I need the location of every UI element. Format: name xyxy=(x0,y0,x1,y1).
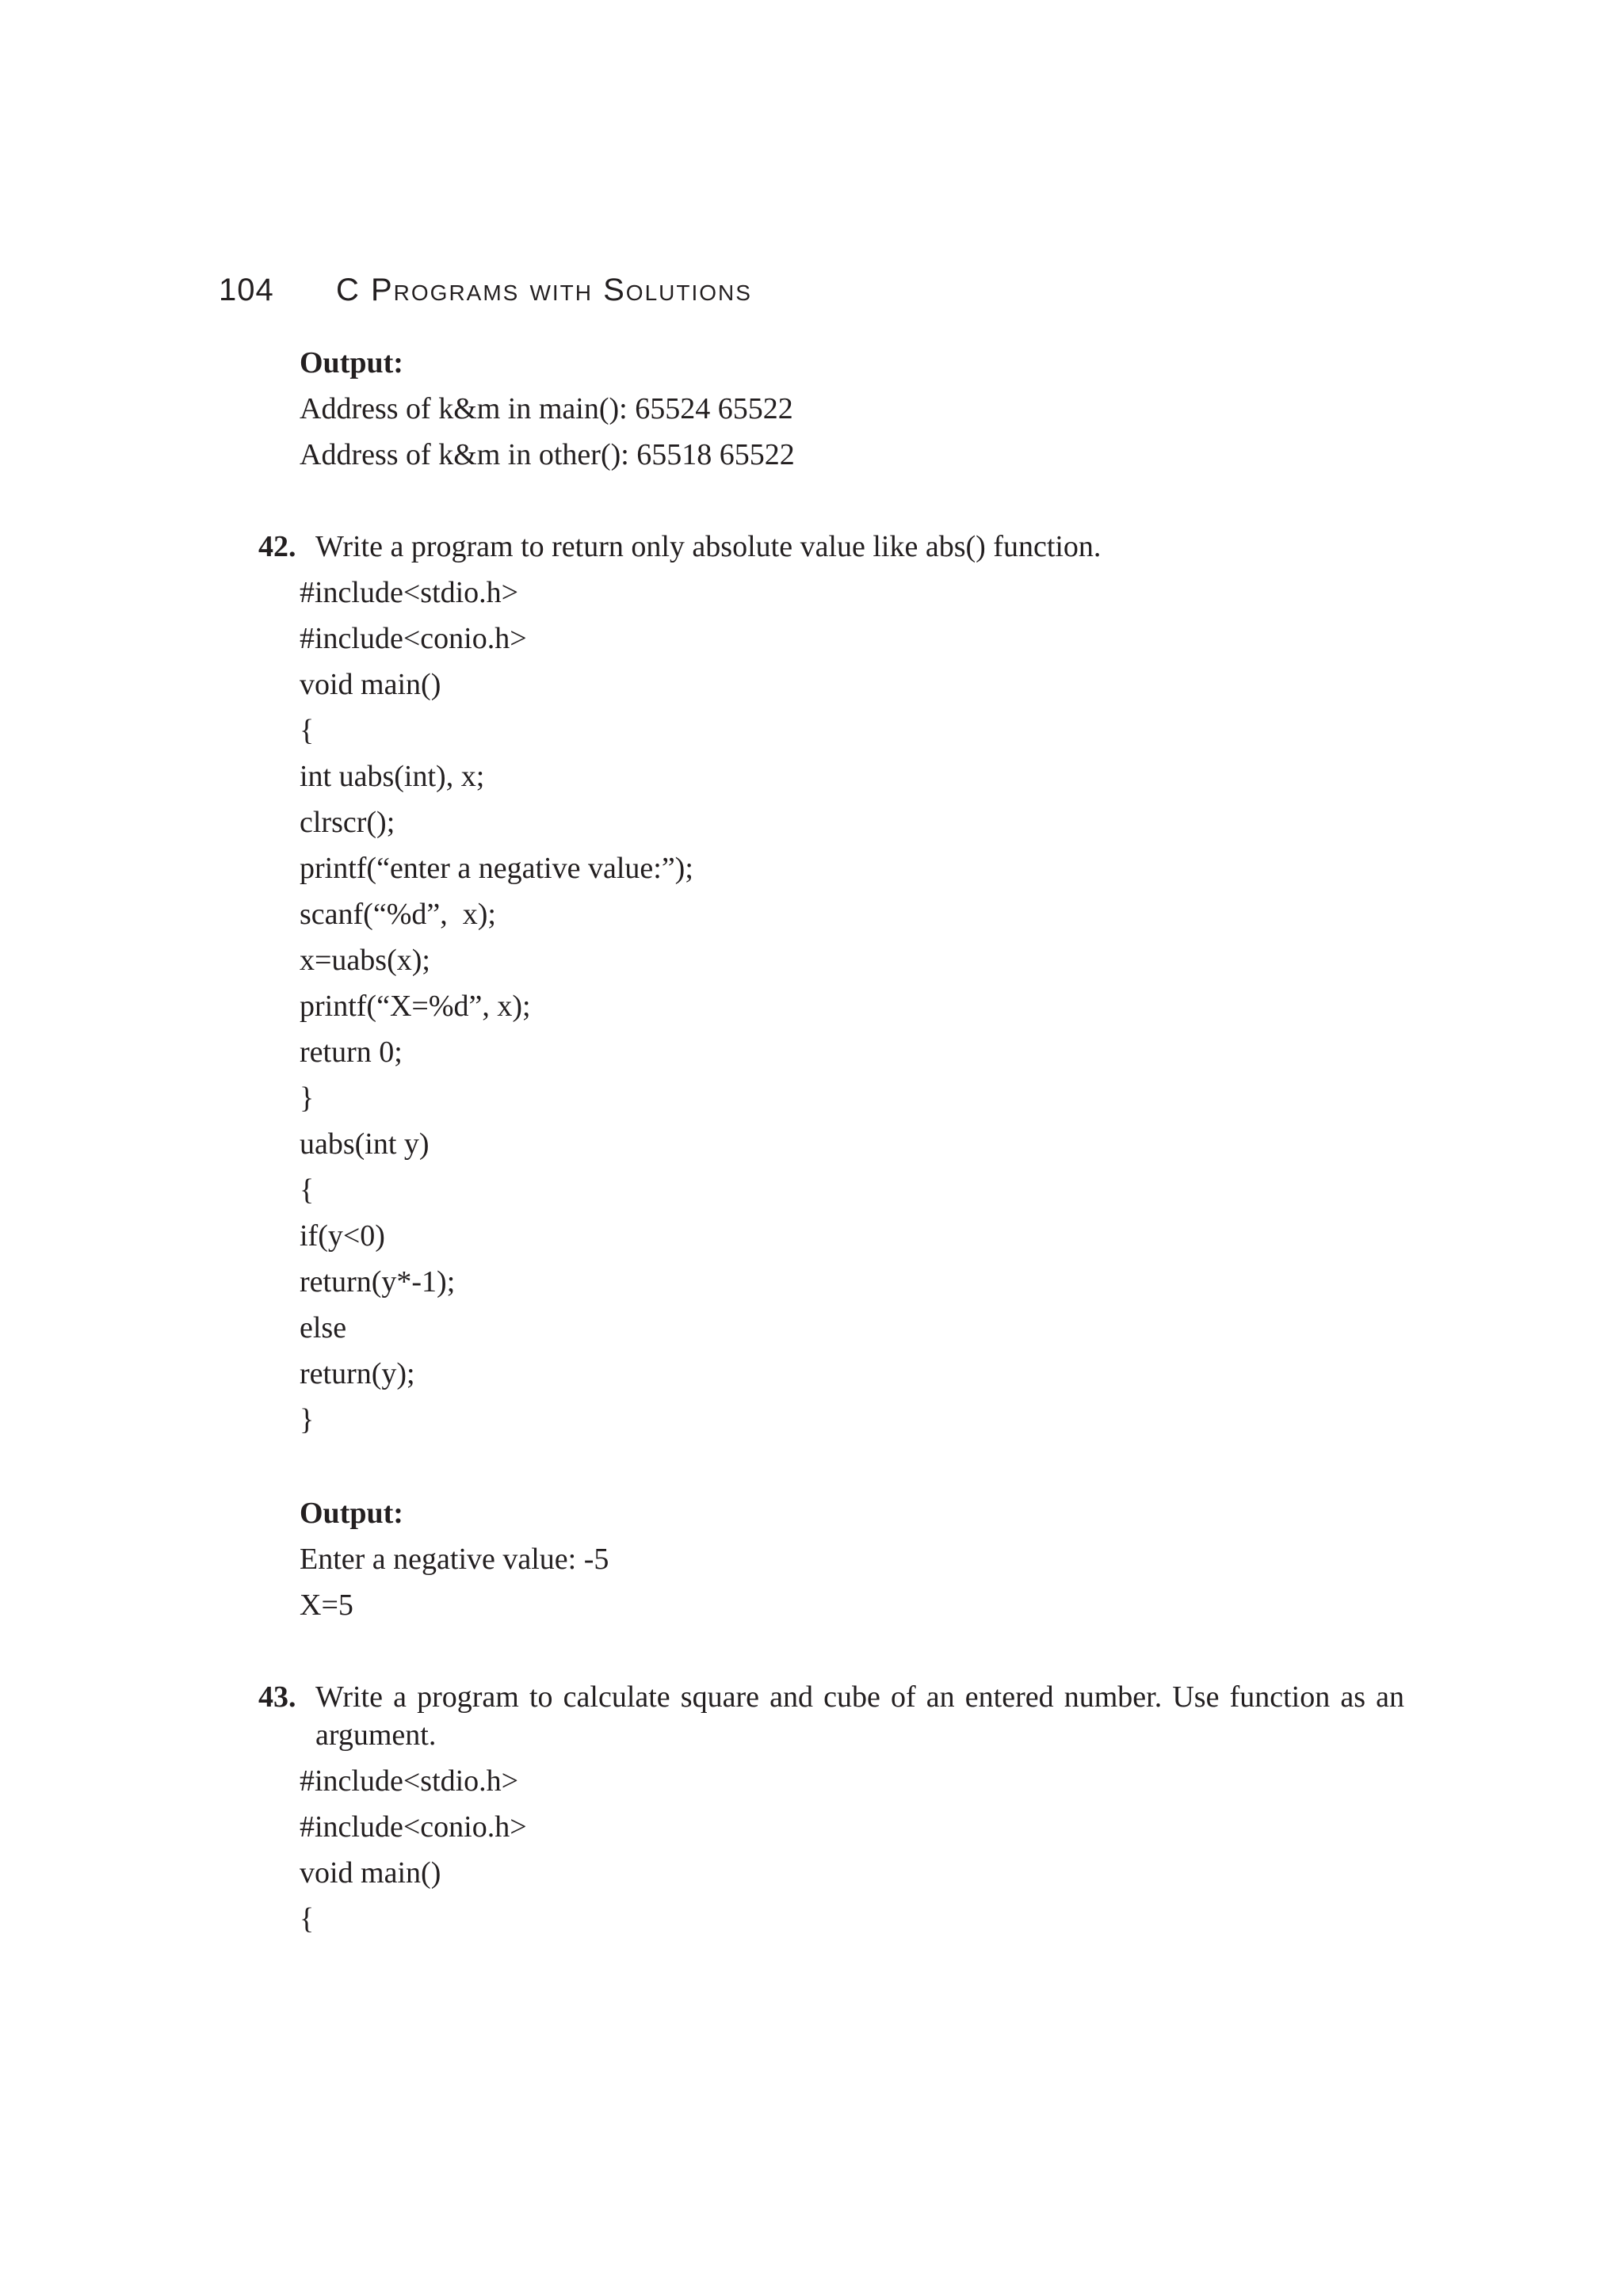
code-line: } xyxy=(300,1081,315,1115)
question-number: 43. xyxy=(258,1680,296,1714)
book-title: C Programs with Solutions xyxy=(336,273,752,307)
code-line: return 0; xyxy=(300,1035,403,1069)
code-line: void main() xyxy=(300,1856,441,1890)
code-line: uabs(int y) xyxy=(300,1127,430,1161)
question-number: 42. xyxy=(258,530,296,563)
output-label: Output: xyxy=(300,1497,403,1530)
output-line: Enter a negative value: -5 xyxy=(300,1543,609,1576)
code-line: { xyxy=(300,1173,315,1207)
question-text: Write a program to calculate square and cube of an entered number. Use function as an argument. xyxy=(315,1680,1404,1752)
code-line: int uabs(int), x; xyxy=(300,760,485,793)
code-line: printf(“enter a negative value:”); xyxy=(300,852,693,885)
code-line: if(y<0) xyxy=(300,1219,385,1253)
code-line: clrscr(); xyxy=(300,806,395,839)
output-label: Output: xyxy=(300,346,403,379)
code-line: return(y); xyxy=(300,1357,415,1390)
question-43 xyxy=(258,1678,1404,1754)
output-line: X=5 xyxy=(300,1589,353,1622)
code-line: { xyxy=(300,1902,315,1936)
code-line: { xyxy=(300,714,315,747)
code-line: return(y*-1); xyxy=(300,1265,456,1299)
code-line: } xyxy=(300,1403,315,1436)
code-line: void main() xyxy=(300,668,441,701)
page-number: 104 xyxy=(219,273,274,307)
output-line: Address of k&m in other(): 65518 65522 xyxy=(300,438,795,471)
code-line: printf(“X=%d”, x); xyxy=(300,990,531,1023)
code-line: #include<stdio.h> xyxy=(300,576,519,609)
question-text: Write a program to return only absolute value like abs() function. xyxy=(315,530,1102,563)
question-42 xyxy=(258,528,1404,566)
code-line: #include<conio.h> xyxy=(300,1810,527,1844)
code-line: #include<stdio.h> xyxy=(300,1764,519,1798)
output-line: Address of k&m in main(): 65524 65522 xyxy=(300,392,793,425)
code-line: x=uabs(x); xyxy=(300,944,430,977)
code-line: else xyxy=(300,1311,347,1344)
code-line: scanf(“%d”, x); xyxy=(300,898,496,931)
running-header xyxy=(219,273,752,320)
code-line: #include<conio.h> xyxy=(300,622,527,655)
